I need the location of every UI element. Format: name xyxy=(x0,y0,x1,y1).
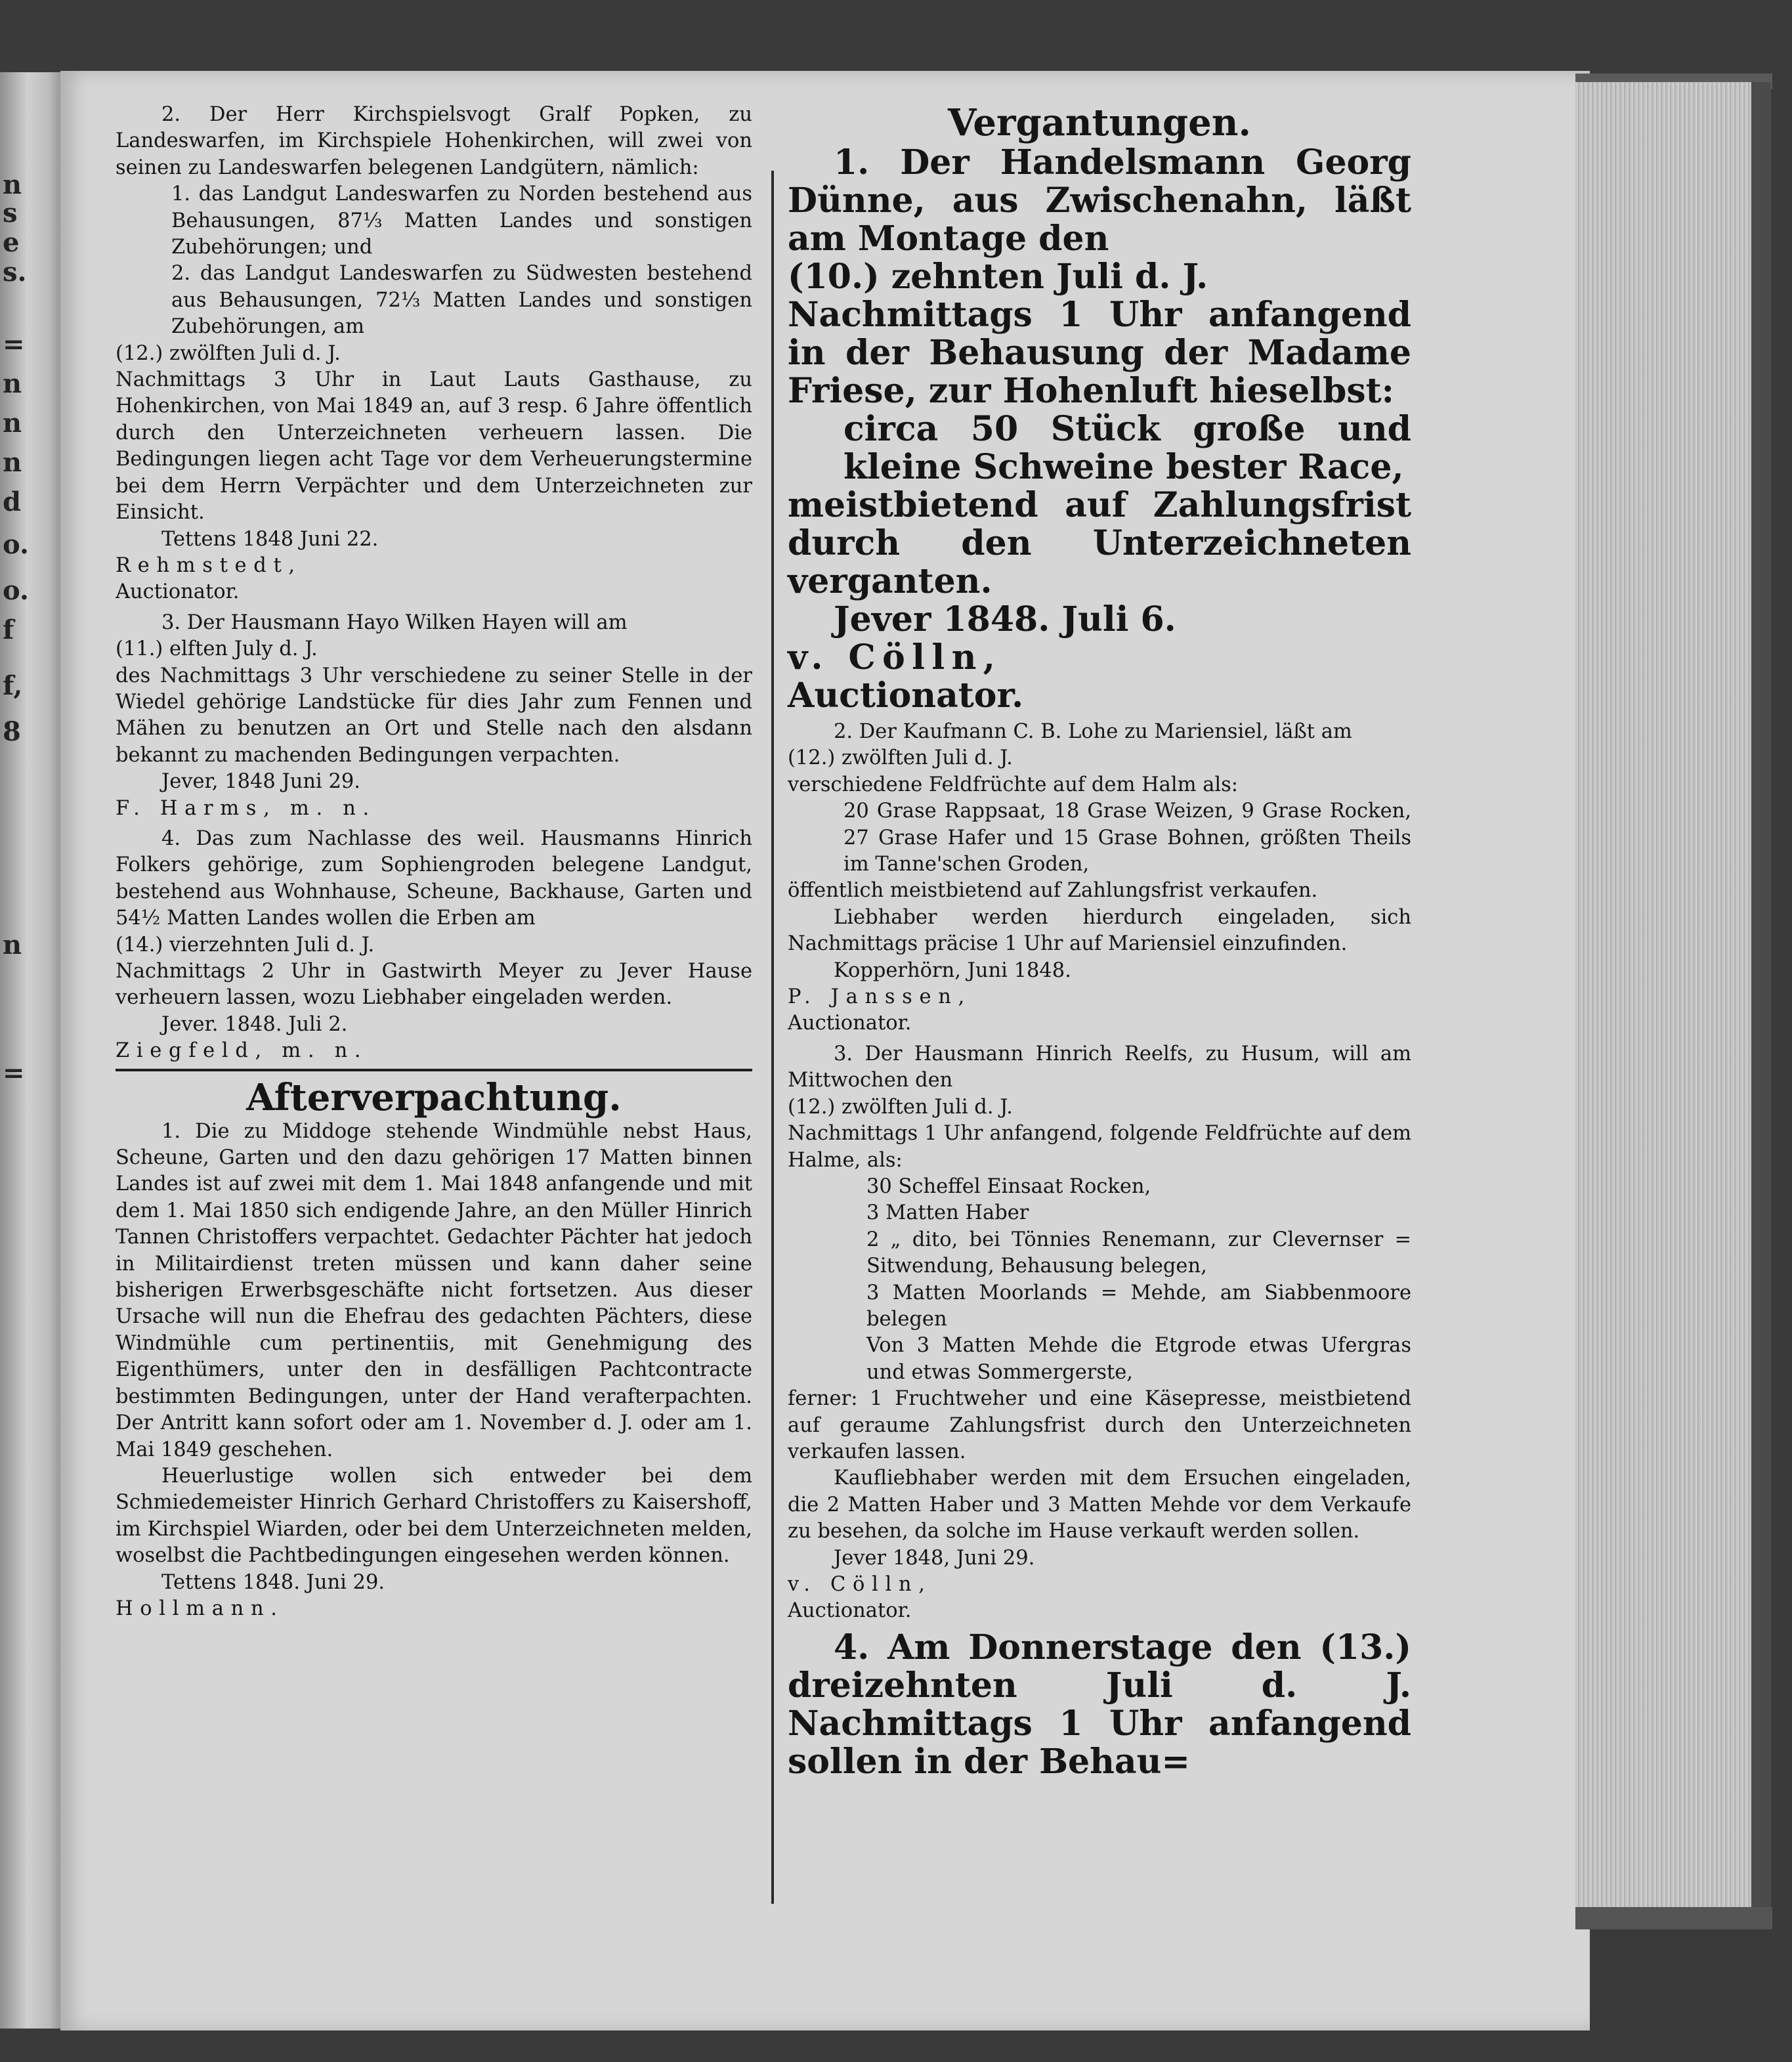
margin-fragment: = xyxy=(3,1058,25,1088)
auction-1-date: (10.) zehnten Juli d. J. xyxy=(788,257,1208,297)
auction-3-invite: Kaufliebhaber werden mit dem Ersuchen eingeladen, die 2 Matten Haber und 3 Matten Mehde vor dem Verkaufe zu besehen, da solche im Hause verkauft werden sollen. xyxy=(788,1467,1411,1543)
notice-2-item-1: 1. das Landgut Landeswarfen zu Norden bestehend aus Behausungen, 87⅓ Matten Landes und sonstigen Zubehörungen; und xyxy=(171,183,752,259)
notice-2-place: Tettens 1848 Juni 22. xyxy=(161,527,379,551)
auction-2-list: 20 Grase Rappsaat, 18 Grase Weizen, 9 Grase Rocken, 27 Grase Hafer und 15 Grase Bohnen, größten Theils im Tanne'schen Groden, xyxy=(843,800,1411,876)
auction-3-date: (12.) zwölften Juli d. J. xyxy=(788,1095,1013,1119)
section-rule xyxy=(116,1069,752,1071)
vergantungen-heading: Vergantungen. xyxy=(948,101,1251,144)
auction-2-invite: Liebhaber werden hierdurch eingeladen, sich Nachmittags präcise 1 Uhr auf Mariensiel einzufinden. xyxy=(788,905,1411,956)
auction-1-signer: v. Cölln, xyxy=(788,637,1002,677)
margin-fragment: 8 xyxy=(3,716,21,747)
notice-3-intro: 3. Der Hausmann Hayo Wilken Hayen will am xyxy=(161,611,628,634)
auction-3-title: Auctionator. xyxy=(788,1599,912,1623)
afterverpachtung-place: Tettens 1848. Juni 29. xyxy=(161,1570,385,1594)
column-divider xyxy=(771,171,774,1904)
auction-3-ferner: ferner: 1 Fruchtweher und eine Käsepresse, meistbietend auf geraume Zahlungsfrist durch den Unterzeichneten verkaufen lassen. xyxy=(788,1387,1411,1463)
book-cover-bottom xyxy=(1575,1907,1772,1929)
margin-fragment: = xyxy=(3,329,25,360)
notice-4-body: Nachmittags 2 Uhr in Gastwirth Meyer zu Jever Hause verheuern lassen, wozu Liebhaber eingeladen werden. xyxy=(116,960,752,1010)
notice-4-date: (14.) vierzehnten Juli d. J. xyxy=(116,933,375,956)
auction-2-date: (12.) zwölften Juli d. J. xyxy=(788,746,1013,770)
auction-2-lead: verschiedene Feldfrüchte auf dem Halm als: xyxy=(788,773,1239,796)
margin-fragment: n xyxy=(3,447,22,478)
auction-1-goods: circa 50 Stück große und kleine Schweine bester Race, xyxy=(843,409,1411,487)
margin-fragment: n xyxy=(3,408,22,439)
auction-1-terms: meistbietend auf Zahlungsfrist durch den Unterzeichneten verganten. xyxy=(788,485,1411,601)
margin-fragment: f, xyxy=(3,670,23,701)
notice-4-place: Jever. 1848. Juli 2. xyxy=(161,1012,348,1036)
notice-3-body: des Nachmittags 3 Uhr verschiedene zu seiner Stelle in der Wiedel gehörige Landstücke für dies Jahr zum Fennen und Mähen zu benutzen an Ort und Stelle nach den alsdann bekannt zu machenden Bedingungen verpachten. xyxy=(116,664,752,767)
auction-3-lead: Nachmittags 1 Uhr anfangend, folgende Feldfrüchte auf dem Halme, als: xyxy=(788,1122,1411,1172)
auction-3-signer: v. Cölln, xyxy=(788,1573,932,1596)
margin-fragment: d xyxy=(3,486,21,517)
notice-3-signer: F. Harms, m. n. xyxy=(116,796,376,820)
notice-3-place: Jever, 1848 Juni 29. xyxy=(161,770,360,794)
notice-4-intro: 4. Das zum Nachlasse des weil. Hausmanns Hinrich Folkers gehörige, zum Sophiengroden belegene Landgut, bestehend aus Wohnhause, Scheune, Backhause, Garten und 54½ Matten Landes wollen die Erben am xyxy=(116,827,752,930)
auction-2-place: Kopperhörn, Juni 1848. xyxy=(834,958,1071,982)
auction-2-signer: P. Janssen, xyxy=(788,985,971,1009)
margin-fragment: e xyxy=(3,227,20,258)
auction-3-item: 3 Matten Haber xyxy=(866,1201,1029,1225)
margin-fragment: f xyxy=(3,614,14,645)
auction-1-intro: 1. Der Handelsmann Georg Dünne, aus Zwischenahn, läßt am Montage den xyxy=(788,142,1411,259)
afterverpachtung-heading: Afterverpachtung. xyxy=(246,1075,622,1119)
auction-4-text: 4. Am Donnerstage den (13.) dreizehnten Juli d. J. Nachmittags 1 Uhr anfangend sollen in der Behau= xyxy=(788,1627,1411,1782)
auction-3-item: 30 Scheffel Einsaat Rocken, xyxy=(866,1174,1151,1198)
afterverpachtung-signer: Hollmann. xyxy=(116,1597,284,1620)
notice-2-title: Auctionator. xyxy=(116,580,240,604)
left-page-edge xyxy=(0,72,60,2029)
auction-2-intro: 2. Der Kaufmann C. B. Lohe zu Mariensiel, läßt am xyxy=(834,720,1352,743)
margin-fragment: n xyxy=(3,169,22,200)
notice-2-item-2: 2. das Landgut Landeswarfen zu Südwesten bestehend aus Behausungen, 72⅓ Matten Landes und sonstigen Zubehörungen, am xyxy=(171,262,752,339)
notice-2-intro: 2. Der Herr Kirchspielsvogt Gralf Popken, zu Landeswarfen, im Kirchspiele Hohenkirchen, will zwei von seinen zu Landeswarfen belegenen Landgütern, nämlich: xyxy=(116,103,752,179)
auction-1-title: Auctionator. xyxy=(788,676,1024,716)
auction-3-place: Jever 1848, Juni 29. xyxy=(834,1546,1035,1570)
auction-3-intro: 3. Der Hausmann Hinrich Reelfs, zu Husum, will am Mittwochen den xyxy=(788,1042,1411,1092)
margin-fragment: s. xyxy=(3,257,27,288)
auction-1-location: Nachmittags 1 Uhr anfangend in der Behausung der Madame Friese, zur Hohenluft hieselbst: xyxy=(788,295,1411,411)
notice-4-signer: Ziegfeld, m. n. xyxy=(116,1039,368,1063)
auction-2-title: Auctionator. xyxy=(788,1012,912,1035)
auction-3-item: Von 3 Matten Mehde die Etgrode etwas Ufergras und etwas Sommergerste, xyxy=(866,1334,1411,1384)
right-column xyxy=(788,102,1411,1781)
afterverpachtung-contact: Heuerlustige wollen sich entweder bei dem Schmiedemeister Hinrich Gerhard Christoffers zu Kaisershoff, im Kirchspiel Wiarden, oder bei dem Unterzeichneten melden, woselbst die Pachtbedingungen eingesehen werden können. xyxy=(116,1464,752,1568)
margin-fragment: o. xyxy=(3,575,29,606)
notice-2-date: (12.) zwölften Juli d. J. xyxy=(116,341,341,365)
margin-fragment: n xyxy=(3,368,22,399)
margin-fragment: n xyxy=(3,930,22,960)
margin-fragment: o. xyxy=(3,529,29,560)
afterverpachtung-text: 1. Die zu Middoge stehende Windmühle nebst Haus, Scheune, Garten und den dazu gehörigen 17 Matten binnen Landes ist auf zwei mit dem 1. Mai 1848 anfangende und mit dem 1. Mai 1850 sich endigende Jahre, an den Müller Hinrich Tannen Christoffers verpachtet. Gedachter Pächter hat jedoch in Militairdienst treten müssen und kann daher seine bisherigen Erwerbsgeschäfte nicht fortsetzen. Aus dieser Ursache will nun die Ehefrau des gedachten Pächters, diese Windmühle cum pertinentiis, mit Genehmigung des Eigenthümers, unter den in desfälligen Pachtcontracte bestimmten Bedingungen, unter der Hand verafterpachten. Der Antritt kann sofort oder am 1. November d. J. oder am 1. Mai 1849 geschehen. xyxy=(116,1119,752,1461)
margin-fragment: s xyxy=(3,198,18,228)
auction-3-item: 3 Matten Moorlands = Mehde, am Siabbenmoore belegen xyxy=(866,1281,1411,1331)
auction-2-tail: öffentlich meistbietend auf Zahlungsfrist verkaufen. xyxy=(788,879,1318,903)
auction-3-item: 2 „ dito, bei Tönnies Renemann, zur Clevernser = Sitwendung, Behausung belegen, xyxy=(866,1228,1411,1278)
book-page-block xyxy=(1575,82,1771,1914)
left-column xyxy=(116,102,752,1622)
notice-2-signer: Rehmstedt, xyxy=(116,553,302,577)
notice-2-body: Nachmittags 3 Uhr in Laut Lauts Gasthause, zu Hohenkirchen, von Mai 1849 an, auf 3 resp. 6 Jahre öffentlich durch den Unterzeichneten verheuern lassen. Die Bedingungen liegen acht Tage vor dem Verheuerungstermine bei dem Herrn Verpächter und dem Unterzeichneten zur Einsicht. xyxy=(116,368,752,525)
notice-3-date: (11.) elften July d. J. xyxy=(116,637,318,661)
auction-1-place: Jever 1848. Juli 6. xyxy=(834,599,1176,639)
